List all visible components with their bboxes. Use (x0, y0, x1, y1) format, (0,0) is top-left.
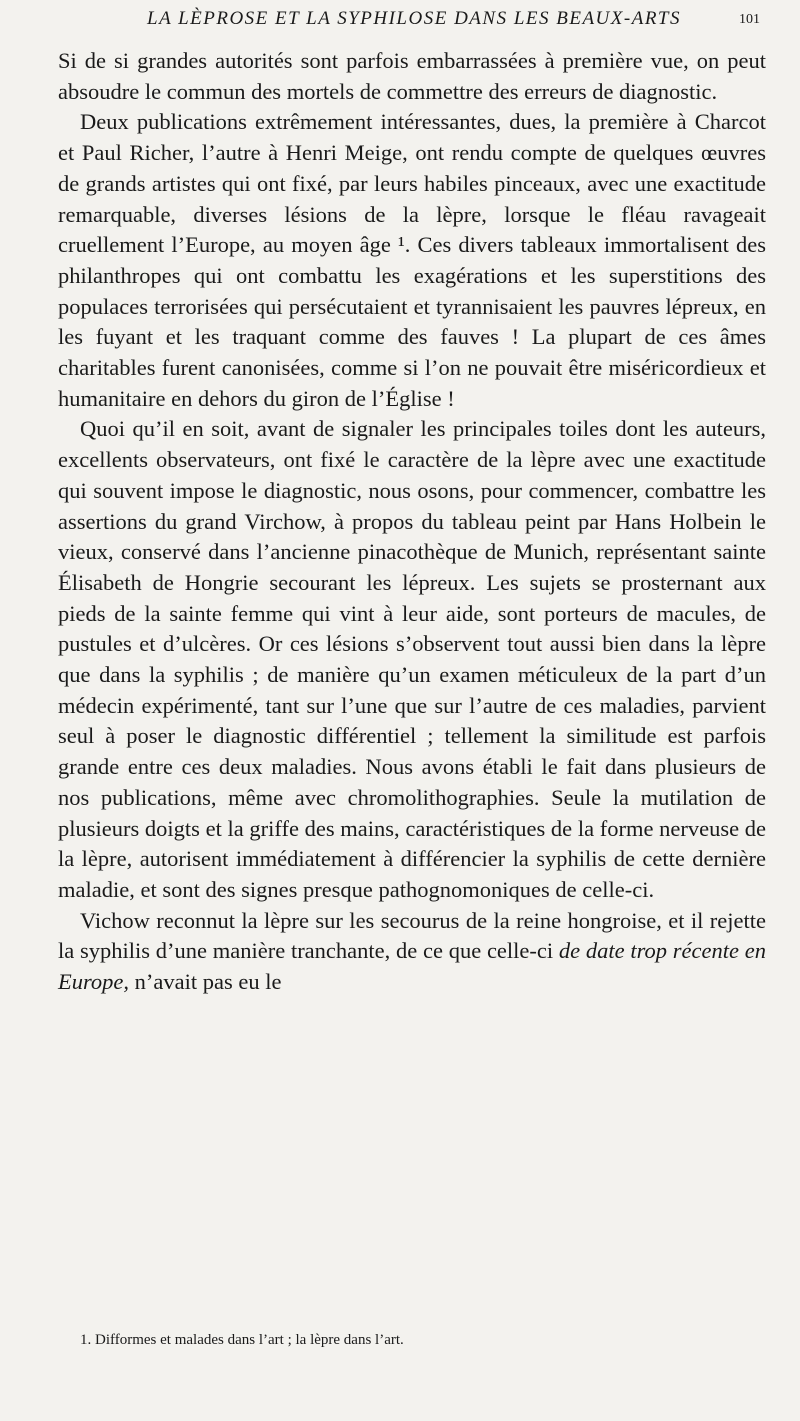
running-title: LA LÈPROSE ET LA SYPHILOSE DANS LES BEAUX-ARTS (147, 8, 681, 29)
body-text (58, 46, 766, 998)
paragraph-1: Si de si grandes autorités sont parfois embarrassées à première vue, on peut absoudre le commun des mortels de commettre des erreurs de diagnostic. (58, 48, 766, 104)
page-number: 101 (739, 12, 760, 27)
paragraph-4-start: Vichow reconnut la lèpre sur les secourus de la reine hongroise, et il rejette la syphilis d’une manière tranchante, de ce que celle-ci (58, 907, 766, 964)
paragraph-2: Deux publications extrêmement intéressantes, dues, la première à Charcot et Paul Richer, l’autre à Henri Meige, ont rendu compte de quelques œuvres de grands artistes qui ont fixé, par leurs habiles pinceaux, avec une exactitude remarquable, diverses lésions de la lèpre, lorsque le fléau ravageait cruellement l’Europe, au moyen âge ¹. Ces divers tableaux immortalisent des philanthropes qui ont combattu les exagérations et les superstitions des populaces terrorisées qui persécutaient et tyrannisaient les pauvres lépreux, en les fuyant et les traquant comme des fauves ! La plupart de ces âmes charitables furent canonisées, comme si l’on ne pouvait être miséricordieux et humanitaire en dehors du giron de l’Église ! (58, 109, 766, 411)
footnote: 1. Difformes et malades dans l’art ; la lèpre dans l’art. (80, 1332, 404, 1348)
paragraph-3: Quoi qu’il en soit, avant de signaler les principales toiles dont les auteurs, excellents observateurs, ont fixé le caractère de la lèpre avec une exactitude qui souvent impose le diagnostic, nous osons, pour commencer, combattre les assertions du grand Virchow, à propos du tableau peint par Hans Holbein le vieux, conservé dans l’ancienne pinacothèque de Munich, représentant sainte Élisabeth de Hongrie secourant les lépreux. Les sujets se prosternant aux pieds de la sainte femme qui vint à leur aide, sont porteurs de macules, de pustules et d’ulcères. Or ces lésions s’observent tout aussi bien dans la lèpre que dans la syphilis ; de manière qu’un examen méticuleux de la part d’un médecin expérimenté, tant sur l’une que sur l’autre de ces maladies, parvient seul à poser le diagnostic différentiel ; tellement la similitude est parfois grande entre ces deux maladies. Nous avons établi le fait dans plusieurs de nos publications, même avec chromolithographies. Seule la mutilation de plusieurs doigts et la griffe des mains, caractéristiques de la forme nerveuse de la lèpre, autorisent immédiatement à différencier la syphilis de cette dernière maladie, et sont des signes presque pathognomoniques de celle-ci. (58, 416, 766, 902)
paragraph-4 (58, 906, 766, 998)
paragraph-4-italic: de date trop récente en Europe, (58, 938, 766, 995)
paragraph-4-end: n’avait pas eu le (129, 969, 282, 995)
